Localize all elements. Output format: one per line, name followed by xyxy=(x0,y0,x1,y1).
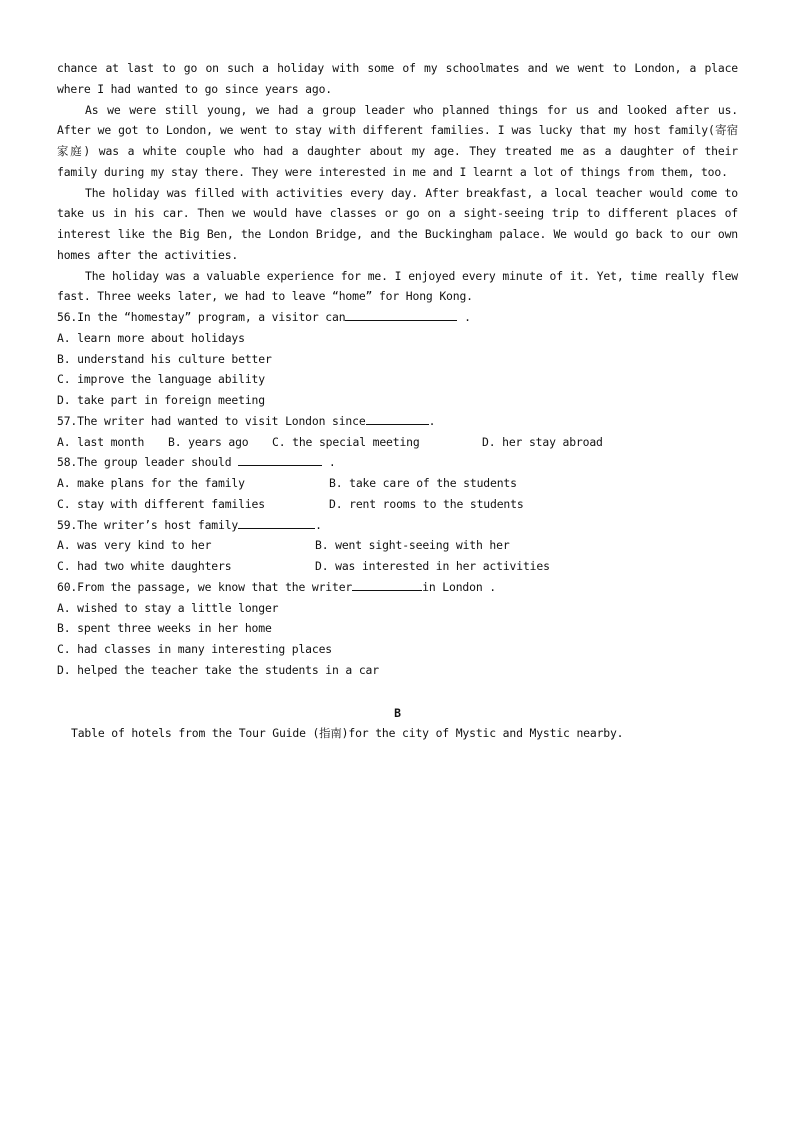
option-58-d[interactable]: D. rent rooms to the students xyxy=(329,496,524,511)
section-b-intro: Table of hotels from the Tour Guide (指南)for the city of Mystic and Mystic nearby. xyxy=(71,725,624,740)
passage-paragraph-4: The holiday was a valuable experience for me. I enjoyed every minute of it. Yet, time really flew fast. Three weeks later, we had to leave “home” for Hong Kong. xyxy=(57,268,738,304)
question-60 xyxy=(57,577,738,598)
option-57-c[interactable]: C. the special meeting xyxy=(272,434,420,449)
option-59-c[interactable]: C. had two white daughters xyxy=(57,559,232,573)
option-58-c[interactable]: C. stay with different families xyxy=(57,496,265,511)
answer-blank-59[interactable] xyxy=(238,515,315,529)
answer-blank-60[interactable] xyxy=(352,577,422,591)
question-58 xyxy=(57,452,738,473)
option-56-d[interactable]: D. take part in foreign meeting xyxy=(57,393,265,407)
passage-paragraph-2: As we were still young, we had a group leader who planned things for us and looked after us. After we got to London, we went to stay with different families. I was lucky that my host family(寄宿家庭) was a white couple who had a daughter about my age. They treated me as a daughter of their family during my stay there. They were interested in me and I learnt a lot of things from them, too. xyxy=(57,102,738,179)
question-59 xyxy=(57,515,738,536)
answer-blank-58[interactable] xyxy=(238,452,322,466)
passage-paragraph-3: The holiday was filled with activities every day. After breakfast, a local teacher would come to take us in his car. Then we would have classes or go on a sight-seeing trip to different places of interest like the Big Ben, the London Bridge, and the Buckingham palace. We would go back to our own homes after the activities. xyxy=(57,185,738,262)
option-60-c[interactable]: C. had classes in many interesting places xyxy=(57,642,333,656)
answer-blank-56[interactable] xyxy=(345,307,457,321)
option-60-a[interactable]: A. wished to stay a little longer xyxy=(57,600,279,615)
option-56-c[interactable]: C. improve the language ability xyxy=(57,372,265,387)
option-59-a[interactable]: A. was very kind to her xyxy=(57,538,212,553)
question-59-stem: 59.The writer’s host family xyxy=(57,517,239,532)
option-56-b[interactable]: B. understand his culture better xyxy=(57,351,272,366)
option-59-b[interactable]: B. went sight-seeing with her xyxy=(315,538,510,553)
question-59-stem-end: . xyxy=(315,517,322,532)
question-59-options-row-2 xyxy=(57,556,738,577)
option-56-a[interactable]: A. learn more about holidays xyxy=(57,330,245,345)
question-58-stem: 58.The group leader should xyxy=(57,455,239,470)
question-60-stem-end: in London . xyxy=(422,579,496,594)
option-57-d[interactable]: D. her stay abroad xyxy=(482,434,603,449)
option-57-a[interactable]: A. last month xyxy=(57,434,145,449)
option-57-b[interactable]: B. years ago xyxy=(168,434,249,449)
question-57-stem: 57.The writer had wanted to visit London since xyxy=(57,413,366,428)
question-58-options-row-2 xyxy=(57,494,738,515)
passage-paragraph-1: chance at last to go on such a holiday with some of my schoolmates and we went to London, a place where I had wanted to go since years ago. xyxy=(57,61,738,96)
option-60-d[interactable]: D. helped the teacher take the students in a car xyxy=(57,662,379,677)
option-59-d[interactable]: D. was interested in her activities xyxy=(315,559,550,573)
question-57 xyxy=(57,411,738,432)
worksheet-page xyxy=(57,58,738,743)
question-56-stem: 56.In the “homestay” program, a visitor can xyxy=(57,310,346,324)
question-59-options-row-1 xyxy=(57,535,738,556)
question-56-stem-end: . xyxy=(457,310,471,324)
option-60-b[interactable]: B. spent three weeks in her home xyxy=(57,621,272,636)
question-58-options-row-1 xyxy=(57,473,738,494)
section-b-heading: B xyxy=(394,705,401,720)
option-58-a[interactable]: A. make plans for the family xyxy=(57,476,245,490)
answer-blank-57[interactable] xyxy=(366,411,429,425)
question-57-stem-end: . xyxy=(428,413,436,428)
question-56 xyxy=(57,307,738,328)
option-58-b[interactable]: B. take care of the students xyxy=(329,476,517,490)
question-58-stem-end: . xyxy=(322,455,336,470)
question-57-options xyxy=(57,432,738,453)
question-60-stem: 60.From the passage, we know that the writer xyxy=(57,579,353,594)
